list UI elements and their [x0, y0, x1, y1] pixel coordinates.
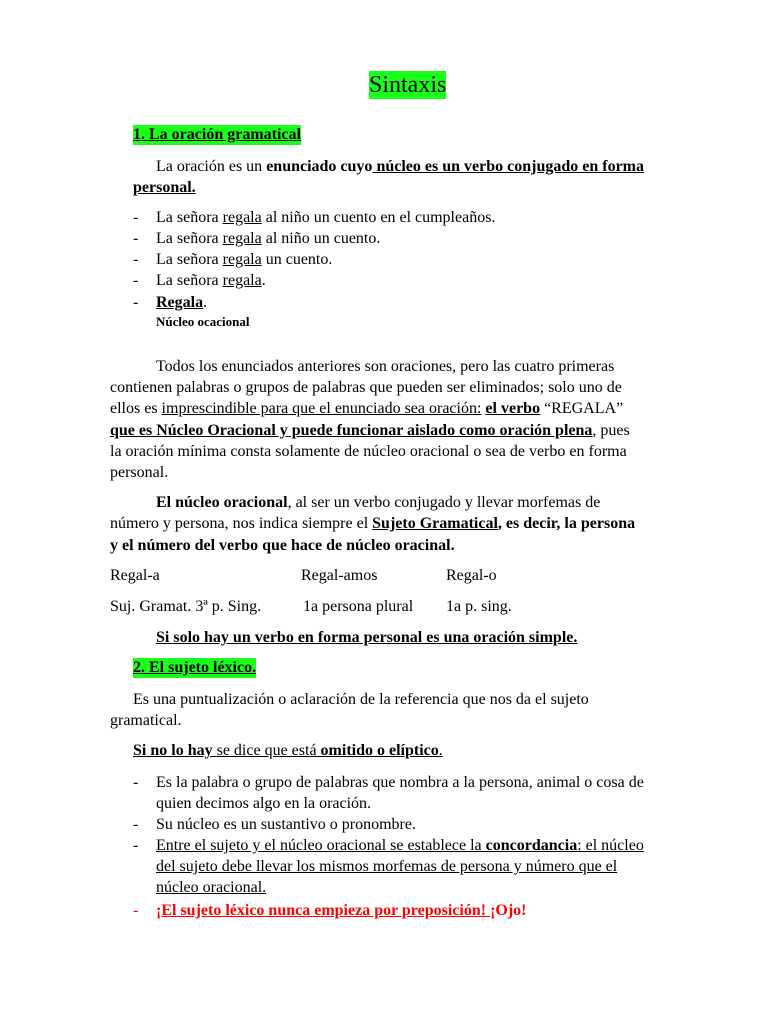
- simple-sentence-note: Si solo hay un verbo en forma personal es una oración simple.: [156, 629, 578, 646]
- definition-line-2: personal.: [133, 179, 196, 196]
- table-cell: 1a p. sing.: [446, 598, 512, 615]
- section-2-heading: 2. El sujeto léxico.: [133, 659, 257, 676]
- table-cell: Regal-o: [446, 567, 497, 584]
- section-1-heading: 1. La oración gramatical: [133, 126, 301, 143]
- table-cell: Regal-a: [110, 567, 160, 584]
- paragraph-sujeto-line-1: Es una puntualización o aclaración de la referencia que nos da el sujeto: [133, 691, 589, 708]
- table-cell: 1a persona plural: [303, 598, 414, 615]
- page-title: Sintaxis: [369, 72, 447, 98]
- definition-line-1: La oración es un enunciado cuyo núcleo es un verbo conjugado en forma: [156, 158, 644, 175]
- table-cell: Regal-amos: [301, 567, 378, 584]
- elliptic-note: Si no lo hay se dice que está omitido o elíptico.: [133, 742, 443, 759]
- paragraph-sujeto-line-2: gramatical.: [110, 712, 182, 729]
- nucleo-caption: Núcleo ocacional: [156, 314, 250, 329]
- table-cell: Suj. Gramat. 3ª p. Sing.: [110, 598, 262, 615]
